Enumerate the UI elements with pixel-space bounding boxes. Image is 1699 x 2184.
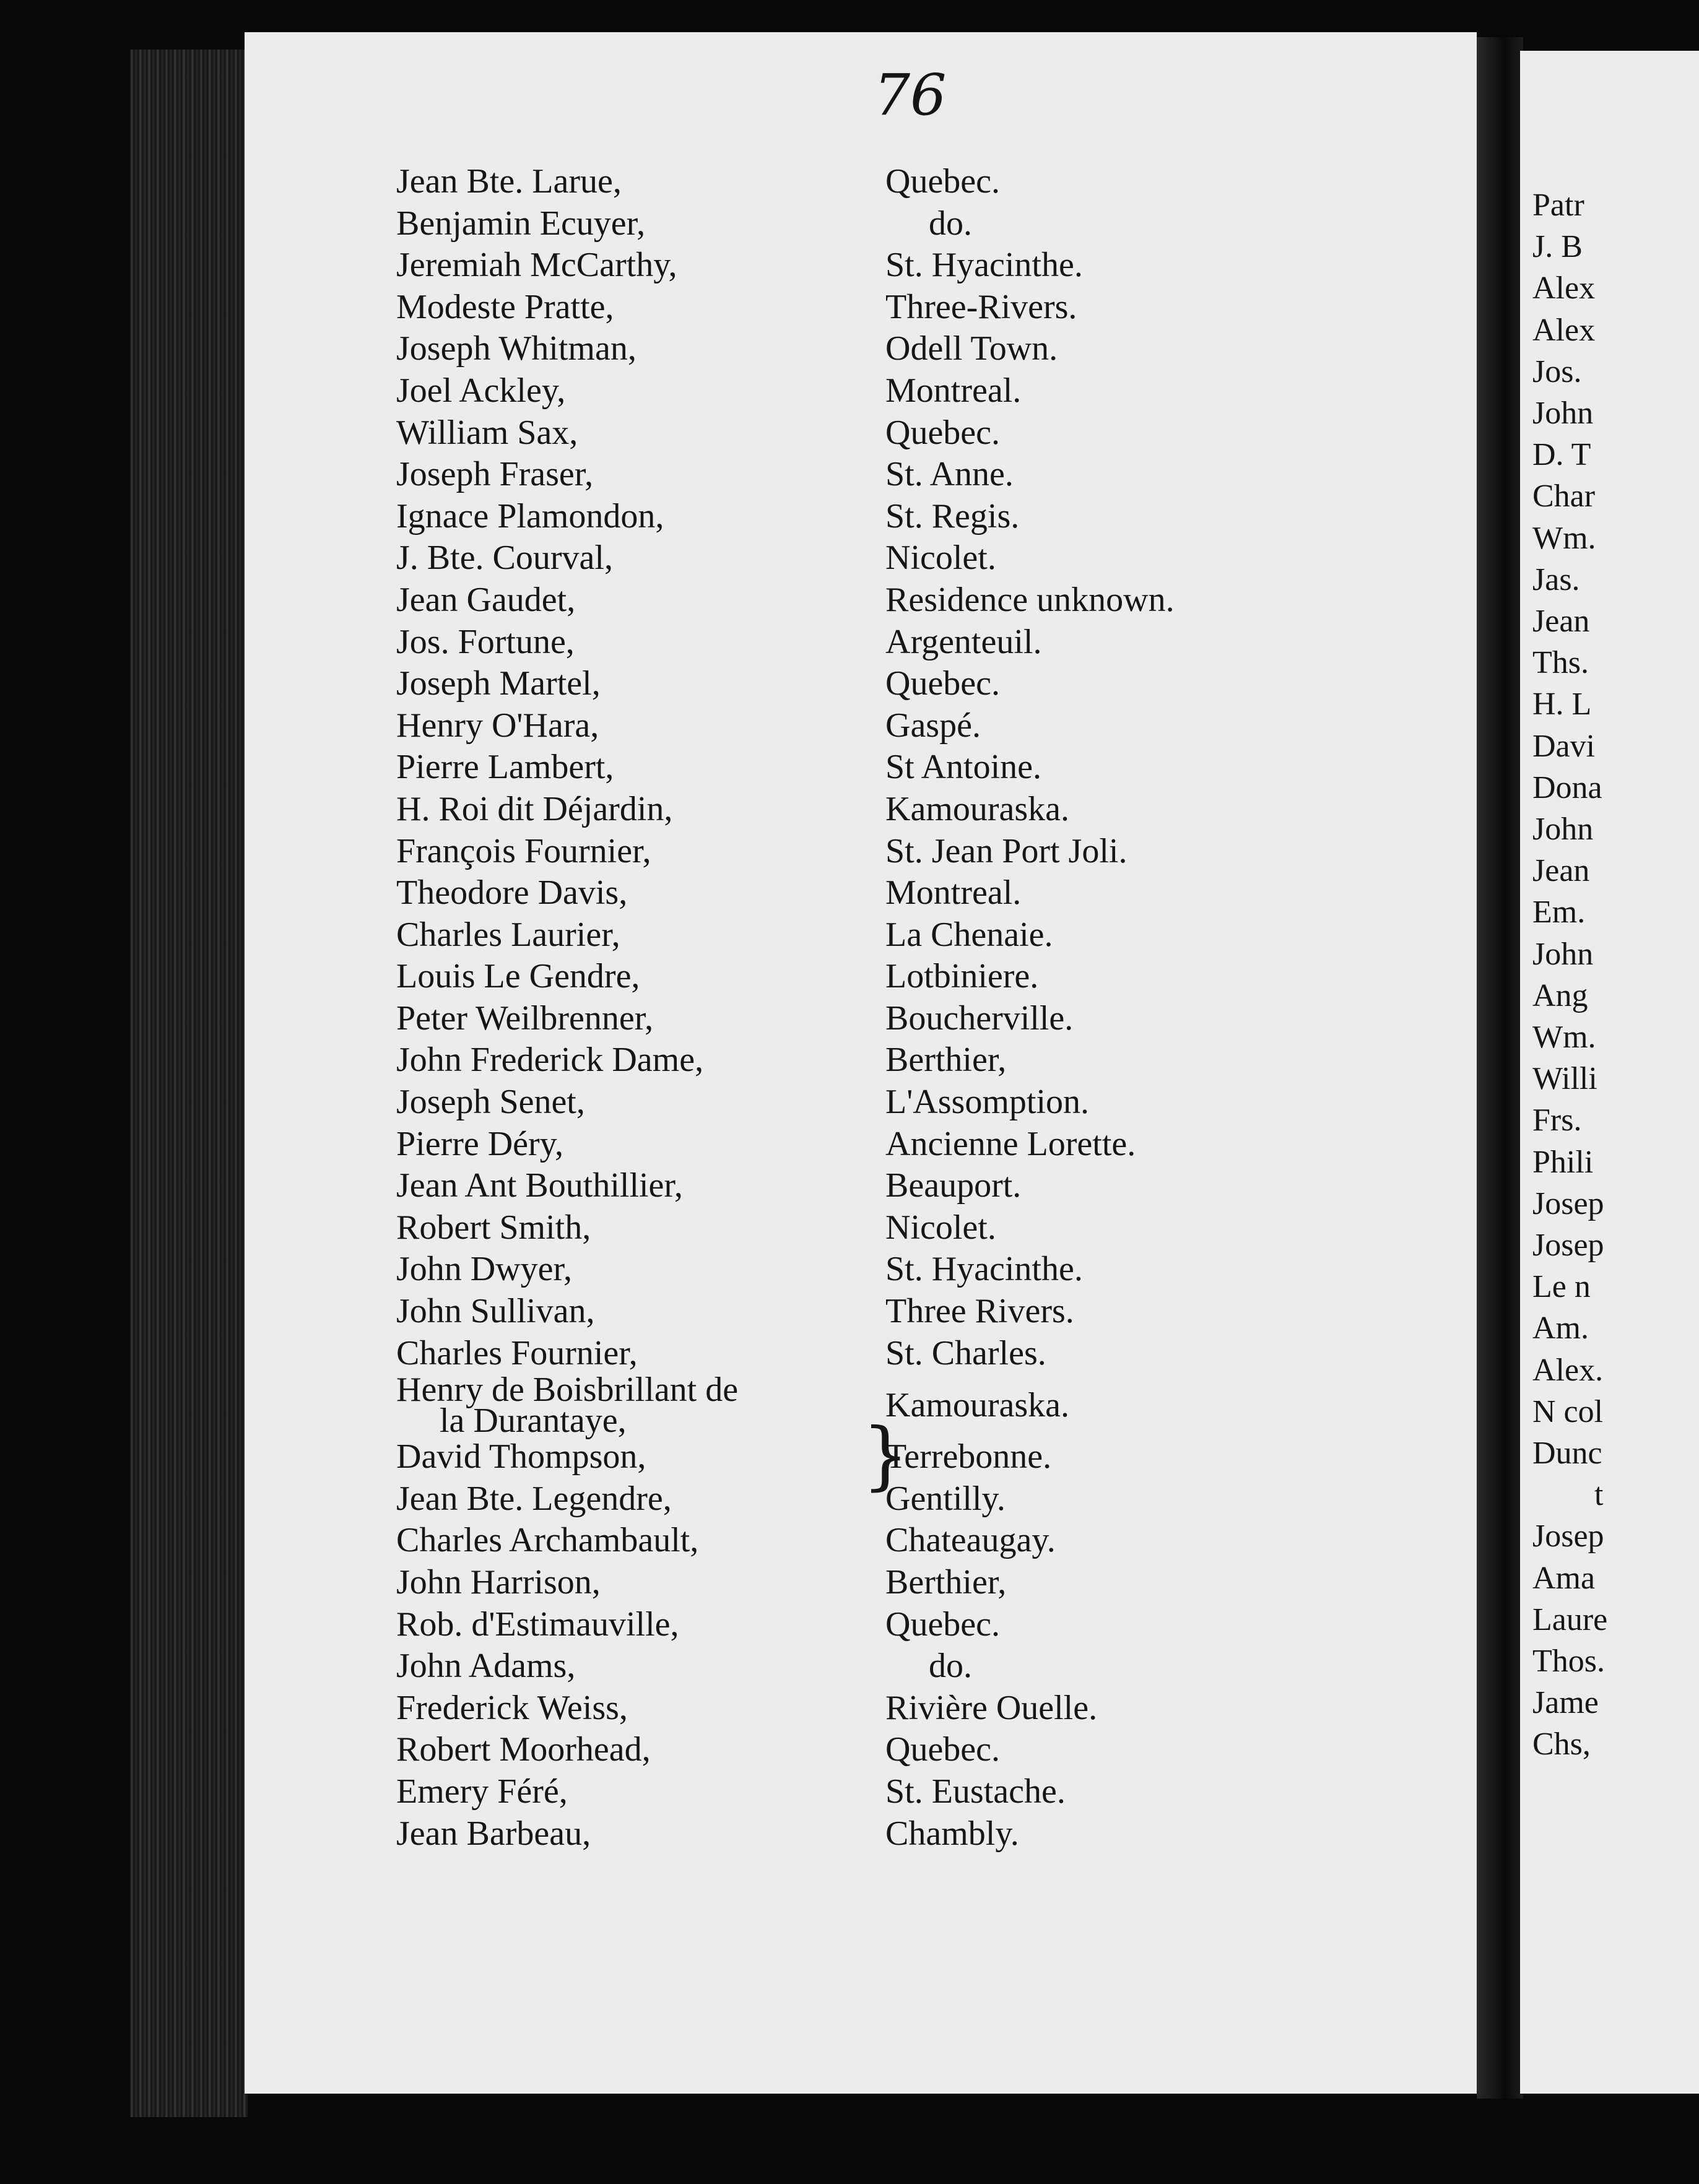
entry-name-text: Pierre Déry, xyxy=(396,1124,564,1163)
entry-name-text: Henry de Boisbrillant de xyxy=(396,1371,739,1410)
facing-page-fragment: Wm. xyxy=(1532,1020,1596,1055)
facing-page-fragment: Alex xyxy=(1532,312,1596,348)
facing-page-fragment: Jos. xyxy=(1532,353,1582,389)
facing-page-fragment: D. T xyxy=(1532,437,1591,473)
brace-mark: } xyxy=(862,1413,910,1499)
entry-place: Nicolet. xyxy=(885,539,996,578)
facing-page-fragment: N col xyxy=(1532,1393,1604,1429)
entry-name-text: Louis Le Gendre, xyxy=(396,957,640,996)
entry-name xyxy=(396,496,867,538)
names-column xyxy=(396,161,867,1855)
entry-place: L'Assomption. xyxy=(885,1083,1089,1122)
entry-place: St Antoine. xyxy=(885,748,1042,787)
entry-place: Berthier, xyxy=(885,1041,1007,1080)
entry-place: St. Eustache. xyxy=(885,1772,1066,1811)
entry-name xyxy=(396,287,867,329)
entry-name xyxy=(396,1645,867,1688)
entry-name xyxy=(396,1207,867,1249)
facing-page-fragment: John xyxy=(1532,396,1594,431)
entry-name xyxy=(396,1039,867,1081)
entry-name xyxy=(396,831,867,873)
entry-place: Chateaugay. xyxy=(885,1521,1056,1560)
entry-place: do. xyxy=(929,1647,972,1686)
entry-name xyxy=(396,1333,867,1375)
entry-name xyxy=(396,998,867,1040)
entry-place: St. Regis. xyxy=(885,496,1020,535)
entry-name xyxy=(396,537,867,579)
facing-page-fragment: Alex. xyxy=(1532,1352,1604,1388)
entry-name xyxy=(396,1813,867,1855)
entry-name-text: Charles Laurier, xyxy=(396,915,620,954)
entry-name-text: Jean Ant Bouthillier, xyxy=(396,1166,683,1205)
facing-page-fragment: Willi xyxy=(1532,1061,1597,1097)
entry-name xyxy=(396,956,867,998)
facing-page-fragment: Le n xyxy=(1532,1269,1591,1305)
entry-name xyxy=(396,1081,867,1124)
facing-page-fragment: Jas. xyxy=(1532,561,1580,597)
facing-page-fragment: t xyxy=(1594,1477,1604,1513)
entry-place: Montreal. xyxy=(885,371,1022,410)
entry-name xyxy=(396,1478,867,1520)
entry-name-text: William Sax, xyxy=(396,413,578,452)
entry-name xyxy=(396,161,867,203)
entry-name xyxy=(396,1771,867,1813)
entry-place: St. Charles. xyxy=(885,1333,1046,1372)
facing-page-fragment: Josep xyxy=(1532,1228,1604,1263)
entry-place: St. Jean Port Joli. xyxy=(885,831,1128,870)
entry-place: Quebec. xyxy=(885,162,1001,201)
entry-name-text: Joseph Fraser, xyxy=(396,455,594,494)
entry-place: Gaspé. xyxy=(885,706,981,745)
entry-name-text: Joseph Martel, xyxy=(396,664,601,703)
entry-name-text: Henry O'Hara, xyxy=(396,706,599,745)
entry-name xyxy=(396,705,867,747)
entry-name xyxy=(396,1688,867,1730)
facing-page-fragment: Laure xyxy=(1532,1601,1608,1637)
facing-page-fragment: Am. xyxy=(1532,1311,1589,1346)
entry-name xyxy=(396,1165,867,1207)
facing-page-fragment: John xyxy=(1532,812,1594,847)
entry-place: St. Anne. xyxy=(885,455,1014,494)
entry-place: Three-Rivers. xyxy=(885,287,1077,326)
entry-name-text: Rob. d'Estimauville, xyxy=(396,1605,679,1644)
entry-name-text: David Thompson, xyxy=(396,1437,646,1476)
entry-name xyxy=(396,622,867,664)
entry-name-text: Jean Gaudet, xyxy=(396,580,576,619)
entry-place: Ancienne Lorette. xyxy=(885,1124,1136,1163)
entry-place: Quebec. xyxy=(885,413,1001,452)
entry-name-text: Robert Moorhead, xyxy=(396,1730,651,1769)
entry-name-text: H. Roi dit Déjardin, xyxy=(396,789,673,828)
entry-name xyxy=(396,328,867,370)
entry-name-text: Joel Ackley, xyxy=(396,371,566,410)
facing-page-fragment: Chs, xyxy=(1532,1727,1591,1762)
entry-name xyxy=(396,412,867,454)
entry-name-text: John Sullivan, xyxy=(396,1292,595,1331)
page-gutter xyxy=(1477,37,1523,2099)
entry-place: St. Hyacinthe. xyxy=(885,1250,1083,1289)
entry-place: Gentilly. xyxy=(885,1479,1006,1518)
facing-page-fragment: Ama xyxy=(1532,1560,1596,1596)
entry-name-text: Pierre Lambert, xyxy=(396,748,614,787)
entry-place: Quebec. xyxy=(885,664,1001,703)
entry-name-text: Jean Bte. Larue, xyxy=(396,162,622,201)
entry-name-continuation: la Durantaye, xyxy=(440,1402,627,1441)
entry-place: Odell Town. xyxy=(885,329,1058,368)
facing-page-fragment: Wm. xyxy=(1532,520,1596,556)
facing-page-fragment: J. B xyxy=(1532,229,1583,265)
facing-page-fragment: Josep xyxy=(1532,1519,1604,1554)
entry-name-text: Benjamin Ecuyer, xyxy=(396,204,646,243)
entry-place: Chambly. xyxy=(885,1814,1019,1853)
entry-name-text: Charles Archambault, xyxy=(396,1521,699,1560)
entry-name-text: Ignace Plamondon, xyxy=(396,496,664,535)
entry-name xyxy=(396,1291,867,1333)
entry-name-text: Joseph Whitman, xyxy=(396,329,637,368)
entry-name xyxy=(396,872,867,914)
entry-place: Montreal. xyxy=(885,873,1022,912)
entry-name xyxy=(396,245,867,287)
entry-name-text: Jean Bte. Legendre, xyxy=(396,1479,672,1518)
entry-name-text: Jeremiah McCarthy, xyxy=(396,246,677,285)
facing-page-fragment: Dunc xyxy=(1532,1436,1602,1471)
entry-name-text: Emery Féré, xyxy=(396,1772,568,1811)
entry-name xyxy=(396,370,867,412)
entry-name-text: John Harrison, xyxy=(396,1563,601,1601)
facing-page-fragment: Ths. xyxy=(1532,645,1589,681)
entry-name xyxy=(396,1562,867,1604)
entry-place: do. xyxy=(929,204,972,243)
entry-name xyxy=(396,747,867,789)
entry-name xyxy=(396,914,867,956)
entry-name xyxy=(396,789,867,831)
facing-page-fragment: Frs. xyxy=(1532,1103,1582,1138)
entry-name-text: John Dwyer, xyxy=(396,1250,572,1289)
facing-page xyxy=(1520,51,1699,2094)
entry-place: Boucherville. xyxy=(885,999,1074,1038)
entry-place: La Chenaie. xyxy=(885,915,1053,954)
entry-place: Nicolet. xyxy=(885,1208,996,1247)
facing-page-fragment: Thos. xyxy=(1532,1644,1605,1679)
entry-name-text: Frederick Weiss, xyxy=(396,1688,628,1727)
entry-name-text: Jos. Fortune, xyxy=(396,622,575,661)
entry-place: Terrebonne. xyxy=(885,1437,1052,1476)
entry-place: Kamouraska. xyxy=(885,1386,1070,1425)
entry-name xyxy=(396,579,867,622)
places-column xyxy=(885,161,1356,1855)
entry-name-text: Theodore Davis, xyxy=(396,873,628,912)
facing-page-fragment: Char xyxy=(1532,479,1596,514)
facing-page-fragment: Patr xyxy=(1532,188,1584,223)
entry-name xyxy=(396,1371,867,1441)
facing-page-fragment: Alex xyxy=(1532,271,1596,306)
entry-place: Berthier, xyxy=(885,1563,1007,1601)
page-number: 76 xyxy=(874,62,947,128)
entry-name xyxy=(396,663,867,705)
entry-place: Lotbiniere. xyxy=(885,957,1039,996)
facing-page-fragment: John xyxy=(1532,936,1594,972)
entry-name-text: Robert Smith, xyxy=(396,1208,591,1247)
entry-name xyxy=(396,1729,867,1771)
entry-name-text: Modeste Pratte, xyxy=(396,287,614,326)
entry-place: Kamouraska. xyxy=(885,789,1070,828)
entry-place: Three Rivers. xyxy=(885,1292,1074,1331)
entry-name-text: Charles Fournier, xyxy=(396,1333,638,1372)
facing-page-fragment: H. L xyxy=(1532,687,1592,722)
entry-name xyxy=(396,1520,867,1562)
facing-page-fragment: Jean xyxy=(1532,604,1590,639)
facing-page-fragment: Em. xyxy=(1532,895,1586,930)
entry-name-text: Joseph Senet, xyxy=(396,1083,585,1122)
entry-name xyxy=(396,1124,867,1166)
facing-page-fragment: Dona xyxy=(1532,769,1602,805)
entry-place: Quebec. xyxy=(885,1605,1001,1644)
entry-name-text: J. Bte. Courval, xyxy=(396,539,613,578)
entry-place: Quebec. xyxy=(885,1730,1001,1769)
facing-page-fragment: Ang xyxy=(1532,977,1588,1013)
entry-name xyxy=(396,1604,867,1646)
facing-page-fragment: Josep xyxy=(1532,1185,1604,1221)
entry-name-text: François Fournier, xyxy=(396,831,651,870)
entry-place: Beauport. xyxy=(885,1166,1022,1205)
facing-page-fragment: Jean xyxy=(1532,853,1590,889)
facing-page-fragment: Phili xyxy=(1532,1144,1594,1180)
entry-name xyxy=(396,1436,867,1478)
book-fore-edge xyxy=(130,50,248,2117)
entry-place: Residence unknown. xyxy=(885,580,1175,619)
entry-name-text: Peter Weilbrenner, xyxy=(396,999,654,1038)
facing-page-fragment: Davi xyxy=(1532,728,1596,764)
entry-name-text: Jean Barbeau, xyxy=(396,1814,591,1853)
entry-name xyxy=(396,454,867,496)
entry-place: Rivière Ouelle. xyxy=(885,1688,1098,1727)
entry-name-text: John Frederick Dame, xyxy=(396,1041,704,1080)
entry-place: St. Hyacinthe. xyxy=(885,246,1083,285)
facing-page-fragment: Jame xyxy=(1532,1685,1599,1721)
entry-name xyxy=(396,203,867,245)
entry-place: Argenteuil. xyxy=(885,622,1042,661)
entry-name xyxy=(396,1249,867,1291)
entry-name-text: John Adams, xyxy=(396,1647,576,1686)
